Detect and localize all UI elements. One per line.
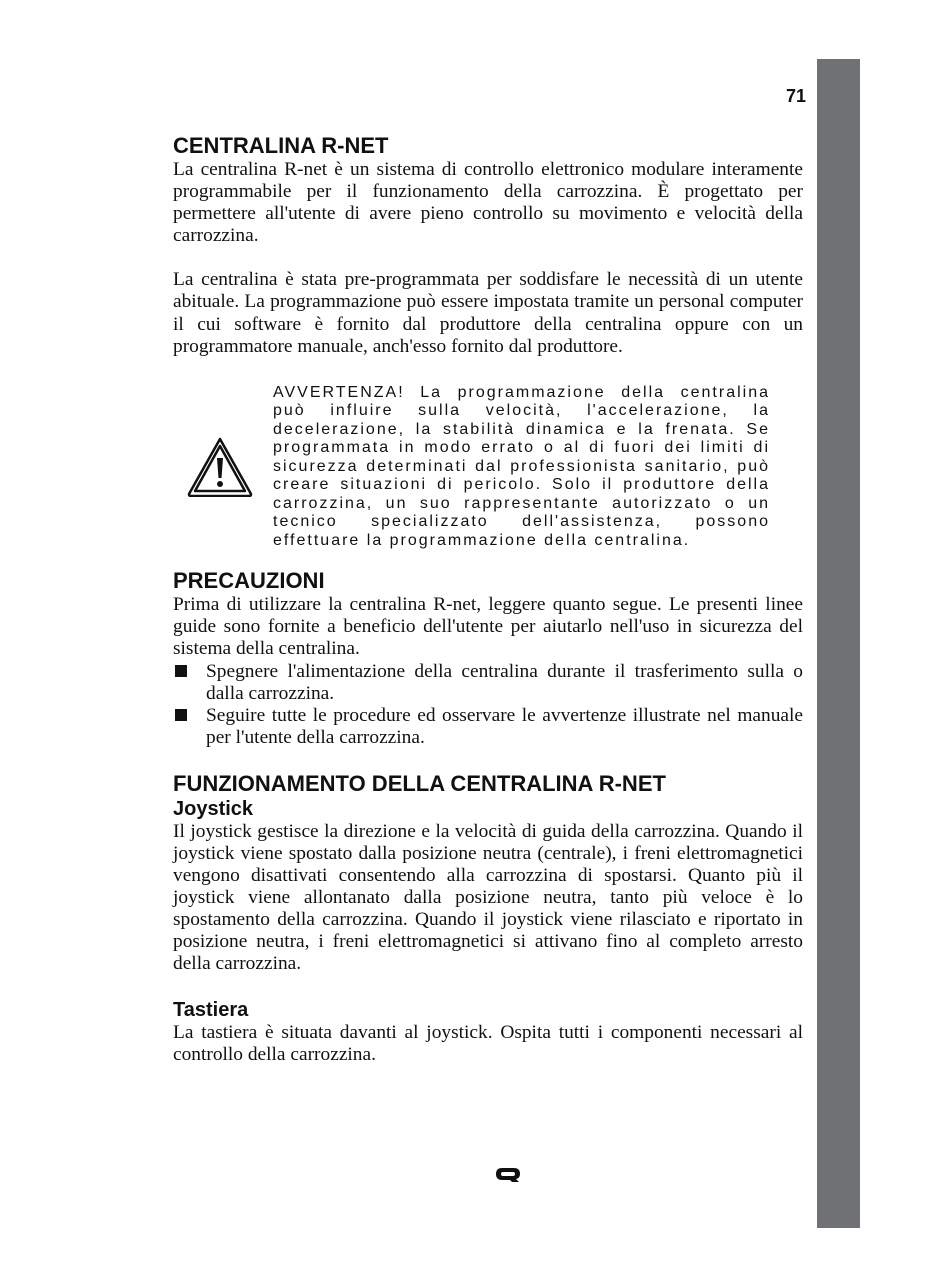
paragraph-programming: La centralina è stata pre-programmata per soddisfare le necessità di un utente abituale. La programmazione può essere impostata tramite un personal computer il cui software è fornito dal produttore della centralina oppure con un programmatore manuale, anch'esso fornito dal produttore. — [173, 269, 803, 357]
paragraph-intro: La centralina R-net è un sistema di controllo elettronico modulare interamente programmabile per il funzionamento della carrozzina. È progettato per permettere all'utente di avere pieno controllo su movimento e velocità della carrozzina. — [173, 159, 803, 247]
bullet-square-icon — [175, 665, 187, 677]
list-item-text: Spegnere l'alimentazione della centralina durante il trasferimento sulla o dalla carrozzina. — [206, 660, 803, 704]
bullet-square-icon — [175, 709, 187, 721]
side-tab-bar — [817, 59, 860, 1228]
warning-box — [173, 384, 803, 551]
section-title-centralina: CENTRALINA R-NET — [173, 133, 389, 158]
list-item — [173, 705, 803, 749]
q-logo-icon — [495, 1167, 521, 1183]
page-number: 71 — [785, 86, 806, 106]
warning-text: AVVERTENZA! La programmazione della centralina può influire sulla velocità, l'accelerazione, la decelerazione, la stabilità dinamica e la frenata. Se programmata in modo errato o al di fuori dei limiti di sicurezza determinati dal professionista sanitario, può creare situazioni di pericolo. Solo il produttore della carrozzina, un suo rappresentante autorizzato o un tecnico specializzato dell'assistenza, possono effettuare la programmazione della centralina. — [273, 383, 770, 549]
subsection-title-tastiera: Tastiera — [173, 998, 249, 1021]
paragraph-tastiera: La tastiera è situata davanti al joystick. Ospita tutti i componenti necessari al controllo della carrozzina. — [173, 1021, 803, 1065]
paragraph-joystick: Il joystick gestisce la direzione e la velocità di guida della carrozzina. Quando il joystick viene spostato dalla posizione neutra (centrale), i freni elettromagnetici vengono disattivati consentendo alla carrozzina di spostarsi. Quanto più il joystick viene allontanato dalla posizione neutra, tanto più veloce è lo spostamento della carrozzina. Quando il joystick viene rilasciato e riportato in posizione neutra, i freni elettromagnetici si attivano fino al completo arresto della carrozzina. — [173, 820, 803, 975]
paragraph-precauzioni: Prima di utilizzare la centralina R-net, leggere quanto segue. Le presenti linee guide sono fornite a beneficio dell'utente per aiutarlo nell'uso in sicurezza del sistema della centralina. — [173, 594, 803, 660]
section-title-funzionamento: FUNZIONAMENTO DELLA CENTRALINA R-NET — [173, 770, 666, 796]
warning-triangle-icon — [187, 437, 253, 497]
list-item-text: Seguire tutte le procedure ed osservare le avvertenze illustrate nel manuale per l'utente della carrozzina. — [206, 704, 803, 748]
subsection-title-joystick: Joystick — [173, 797, 254, 820]
list-item — [173, 661, 803, 705]
section-title-precauzioni: PRECAUZIONI — [173, 568, 325, 594]
precautions-list — [173, 661, 803, 749]
page-content — [173, 133, 803, 1066]
